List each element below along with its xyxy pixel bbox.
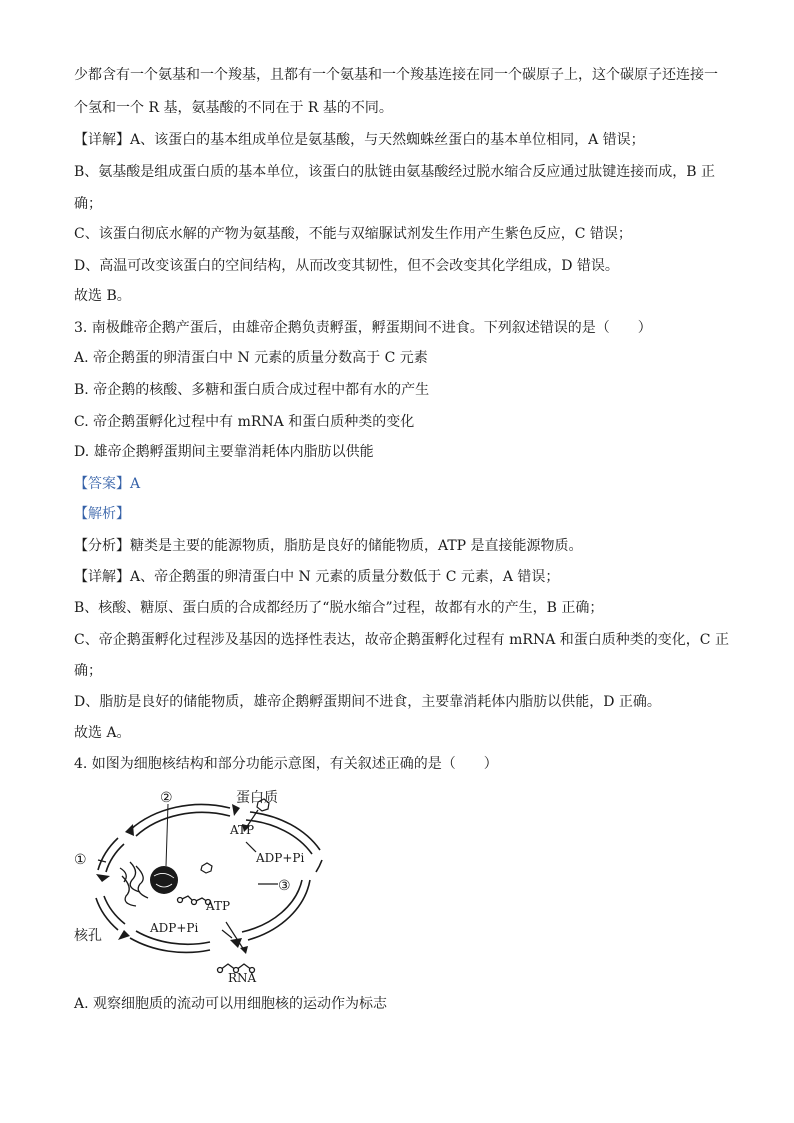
marker-1: ① [74,852,87,868]
marker-2: ② [160,790,173,806]
option-c: C. 帝企鹅蛋孵化过程中有 mRNA 和蛋白质种类的变化 [74,414,415,430]
text-line: 确； [74,196,102,212]
marker-3: ③ [278,878,291,894]
answer-line: 【答案】A [74,476,141,492]
text-line: C、帝企鹅蛋孵化过程涉及基因的选择性表达，故帝企鹅蛋孵化过程有 mRNA 和蛋白质种类的变化，C 正 [74,632,729,648]
option-b: B. 帝企鹅的核酸、多糖和蛋白质合成过程中都有水的产生 [74,382,430,398]
text-line: D、脂肪是良好的储能物质，雄帝企鹅孵蛋期间不进食，主要靠消耗体内脂肪以供能，D 正确。 [74,694,661,710]
text-line: 故选 A。 [74,725,131,741]
text-line: 故选 B。 [74,288,131,304]
label-atp-top: ATP [230,823,255,837]
nucleus-diagram [70,780,330,990]
nucleolus-shape [150,866,178,894]
option-d: D. 雄帝企鹅孵蛋期间主要靠消耗体内脂肪以供能 [74,444,374,460]
option-a: A. 帝企鹅蛋的卵清蛋白中 N 元素的质量分数高于 C 元素 [74,350,428,366]
label-rna: RNA [228,971,257,985]
question-3-stem: 3. 南极雌帝企鹅产蛋后，由雄帝企鹅负责孵蛋，孵蛋期间不进食。下列叙述错误的是（ ） [74,320,652,336]
question-4-stem: 4. 如图为细胞核结构和部分功能示意图，有关叙述正确的是（ ） [74,756,498,772]
text-line: 少都含有一个氨基和一个羧基，且都有一个氨基和一个羧基连接在同一个碳原子上，这个碳原子还连接一 [74,67,718,83]
label-adp-top: ADP+Pi [256,851,305,865]
text-line: C、该蛋白彻底水解的产物为氨基酸，不能与双缩脲试剂发生作用产生紫色反应，C 错误； [74,226,632,242]
question-4-option-a: A. 观察细胞质的流动可以用细胞核的运动作为标志 [74,996,388,1012]
label-protein: 蛋白质 [236,790,278,806]
label-adp-bottom: ADP+Pi [150,921,199,935]
text-line: 【详解】A、该蛋白的基本组成单位是氨基酸，与天然蜘蛛丝蛋白的基本单位相同，A 错误； [74,132,645,148]
text-line: 个氢和一个 R 基，氨基酸的不同在于 R 基的不同。 [74,100,393,116]
text-line: 【分析】糖类是主要的能源物质，脂肪是良好的储能物质，ATP 是直接能源物质。 [74,538,583,554]
text-line: B、核酸、糖原、蛋白质的合成都经历了“脱水缩合”过程，故都有水的产生，B 正确； [74,600,604,616]
text-line: D、高温可改变该蛋白的空间结构，从而改变其韧性，但不会改变其化学组成，D 错误。 [74,258,619,274]
analysis-heading: 【解析】 [74,506,130,522]
text-line: 【详解】A、帝企鹅蛋的卵清蛋白中 N 元素的质量分数低于 C 元素，A 错误； [74,569,560,585]
text-line: 确； [74,663,102,679]
label-atp-bottom: ATP [206,899,231,913]
label-nuclear-pore: 核孔 [74,928,102,944]
text-line: B、氨基酸是组成蛋白质的基本单位，该蛋白的肽链由氨基酸经过脱水缩合反应通过肽键连接而成，B 正 [74,164,716,180]
